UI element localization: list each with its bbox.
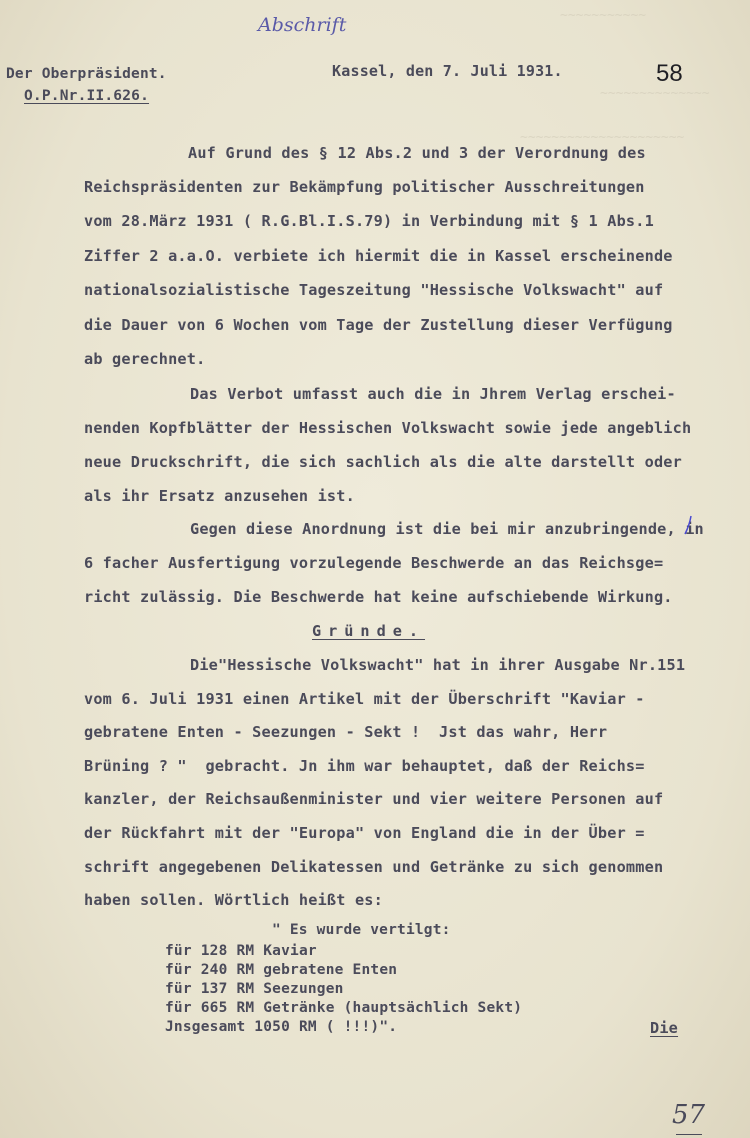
quote-item: für 137 RM Seezungen (165, 981, 344, 997)
body-line: vom 28.März 1931 ( R.G.Bl.I.S.79) in Verbindung mit § 1 Abs.1 (84, 212, 654, 230)
reasons-line: vom 6. Juli 1931 einen Artikel mit der Überschrift "Kaviar - (84, 690, 645, 708)
body-line: Gegen diese Anordnung ist die bei mir anzubringende, in (190, 520, 704, 538)
handwritten-folio-number: 57 (672, 1100, 706, 1130)
reasons-line: der Rückfahrt mit der "Europa" von England die in der Über = (84, 824, 645, 842)
body-line: als ihr Ersatz anzusehen ist. (84, 487, 355, 505)
body-line: ab gerechnet. (84, 350, 206, 368)
catchword: Die (650, 1019, 679, 1037)
page-number-stamp: 58 (656, 60, 683, 87)
reference-number: O.P.Nr.II.626. (24, 88, 150, 104)
handwritten-annotation-abschrift: Abschrift (258, 14, 347, 36)
reasons-line: kanzler, der Reichsaußenminister und vier weitere Personen auf (84, 790, 664, 808)
body-line: Ziffer 2 a.a.O. verbiete ich hiermit die in Kassel erscheinende (84, 247, 673, 265)
pen-mark (683, 514, 695, 536)
place-and-date: Kassel, den 7. Juli 1931. (332, 62, 563, 80)
quote-intro: " Es wurde vertilgt: (272, 922, 451, 938)
body-line: Auf Grund des § 12 Abs.2 und 3 der Verordnung des (188, 144, 646, 162)
reasons-line: Die"Hessische Volkswacht" hat in ihrer Ausgabe Nr.151 (190, 656, 686, 674)
bleed-through-text: ~~~~~~~~~~~~~~~~~~~~~ (520, 130, 685, 145)
issuing-authority: Der Oberpräsident. (6, 66, 167, 82)
reasons-line: schrift angegebenen Delikatessen und Getränke zu sich genommen (84, 858, 664, 876)
body-line: nationalsozialistische Tageszeitung "Hessische Volkswacht" auf (84, 281, 664, 299)
section-heading-gruende: Gründe. (312, 622, 426, 640)
body-line: Das Verbot umfasst auch die in Jhrem Verlag erschei- (190, 385, 676, 403)
body-line: die Dauer von 6 Wochen vom Tage der Zustellung dieser Verfügung (84, 316, 673, 334)
reasons-line: gebratene Enten - Seezungen - Sekt ! Jst das wahr, Herr (84, 723, 608, 741)
body-line: richt zulässig. Die Beschwerde hat keine aufschiebende Wirkung. (84, 588, 673, 606)
quote-item: für 128 RM Kaviar (165, 943, 317, 959)
reasons-line: Brüning ? " gebracht. Jn ihm war behauptet, daß der Reichs= (84, 757, 645, 775)
body-line: Reichspräsidenten zur Bekämpfung politischer Ausschreitungen (84, 178, 645, 196)
quote-item: für 665 RM Getränke (hauptsächlich Sekt) (165, 1000, 523, 1016)
quote-item: Jnsgesamt 1050 RM ( !!!)". (165, 1019, 398, 1035)
reasons-line: haben sollen. Wörtlich heißt es: (84, 891, 383, 909)
body-line: neue Druckschrift, die sich sachlich als die alte darstellt oder (84, 453, 682, 471)
folio-underline (676, 1134, 702, 1135)
bleed-through-text: ~~~~~~~~~~~ (560, 8, 647, 23)
quote-item: für 240 RM gebratene Enten (165, 962, 398, 978)
bleed-through-text: ~~~~~~~~~~~~~~ (600, 86, 710, 101)
body-line: 6 facher Ausfertigung vorzulegende Beschwerde an das Reichsge= (84, 554, 664, 572)
body-line: nenden Kopfblätter der Hessischen Volkswacht sowie jede angeblich (84, 419, 692, 437)
